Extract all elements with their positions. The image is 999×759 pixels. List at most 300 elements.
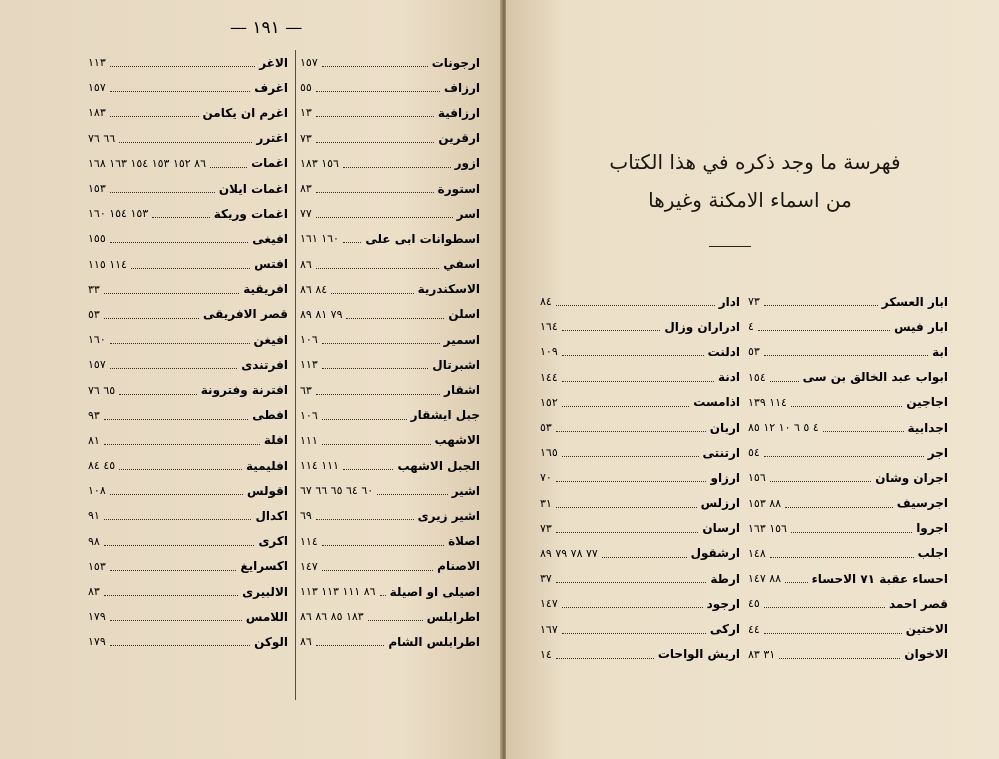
entry-name: ارتنتى bbox=[702, 445, 740, 460]
entry-name: اصيلى او اصيلة bbox=[389, 584, 480, 599]
entry-pages: ١٠٨ bbox=[88, 484, 106, 498]
entry-name: ارشقول bbox=[690, 546, 740, 561]
index-entry bbox=[540, 541, 740, 566]
dot-leader bbox=[380, 587, 386, 596]
index-entry bbox=[300, 50, 480, 75]
index-entry bbox=[300, 226, 480, 251]
entry-pages: ٨٣ bbox=[88, 585, 100, 599]
entry-pages: ٧٣ bbox=[540, 521, 552, 535]
entry-name: اغمات وريكة bbox=[213, 206, 288, 221]
entry-pages: ١٦٤ bbox=[540, 320, 558, 334]
entry-name: اصلاة bbox=[448, 534, 480, 549]
index-entry bbox=[300, 176, 480, 201]
entry-pages: ١٥٣ bbox=[88, 559, 106, 573]
index-entry bbox=[88, 403, 288, 428]
dot-leader bbox=[791, 524, 912, 533]
index-entry bbox=[300, 151, 480, 176]
index-entry bbox=[748, 566, 948, 591]
entry-name: ادراران وزال bbox=[664, 319, 740, 334]
page-number: — ١٩١ — bbox=[230, 18, 303, 38]
dot-leader bbox=[562, 625, 706, 634]
entry-pages: ٧٠ bbox=[540, 471, 552, 485]
entry-pages: ٤ bbox=[748, 320, 754, 334]
entry-pages: ٤٥ bbox=[748, 597, 760, 611]
entry-name: الجبل الاشهب bbox=[397, 458, 480, 473]
dot-leader bbox=[210, 159, 247, 168]
entry-name: ابواب عبد الخالق بن سى bbox=[802, 370, 948, 385]
entry-pages: ٨٣ bbox=[300, 182, 312, 196]
entry-pages: ٦٣ bbox=[300, 383, 312, 397]
entry-pages: ٣٧ bbox=[540, 572, 552, 586]
dot-leader bbox=[346, 310, 444, 319]
index-title: فهرسة ما وجد ذكره في هذا الكتاب bbox=[609, 150, 901, 174]
dot-leader bbox=[770, 373, 799, 382]
index-entry bbox=[88, 75, 288, 100]
index-entry bbox=[748, 415, 948, 440]
entry-pages: ١١١ ١١٤ bbox=[300, 459, 339, 473]
entry-name: ارزافية bbox=[437, 105, 480, 120]
entry-pages: ١١٣ bbox=[88, 56, 106, 70]
index-entry bbox=[88, 352, 288, 377]
entry-name: ارزاو bbox=[710, 470, 740, 485]
index-entry bbox=[88, 252, 288, 277]
index-entry bbox=[540, 616, 740, 641]
entry-name: اكرى bbox=[258, 534, 288, 549]
dot-leader bbox=[556, 524, 699, 533]
entry-pages: ١٥٧ bbox=[88, 81, 106, 95]
entry-pages: ٨٤ bbox=[540, 295, 552, 309]
entry-pages: ٧٣ bbox=[748, 295, 760, 309]
entry-name: احساء عقبة ٧١ الاحساء bbox=[811, 571, 948, 586]
entry-pages: ١٧٩ bbox=[88, 635, 106, 649]
index-entry bbox=[300, 478, 480, 503]
index-entry bbox=[300, 377, 480, 402]
index-entry bbox=[88, 50, 288, 75]
entry-pages: ١١٤ ١٣٩ bbox=[748, 395, 787, 409]
entry-pages: ٧٧ ٧٨ ٧٩ ٨٩ bbox=[540, 546, 598, 560]
dot-leader bbox=[343, 159, 451, 168]
entry-pages: ١٨٣ ٨٥ ٨٦ ٨٦ bbox=[300, 610, 364, 624]
dot-leader bbox=[316, 184, 434, 193]
entry-name: اكدال bbox=[255, 508, 288, 523]
dot-leader bbox=[316, 83, 440, 92]
dot-leader bbox=[791, 398, 902, 407]
index-entry bbox=[300, 529, 480, 554]
entry-pages: ١٣ bbox=[300, 106, 312, 120]
index-entry bbox=[88, 151, 288, 176]
index-entry bbox=[300, 126, 480, 151]
entry-name: ابار فيس bbox=[894, 319, 948, 334]
dot-leader bbox=[556, 473, 707, 482]
entry-name: الاختين bbox=[905, 622, 948, 637]
dot-leader bbox=[322, 58, 428, 67]
entry-name: اغرف bbox=[254, 80, 288, 95]
index-entry bbox=[540, 491, 740, 516]
entry-pages: ٣١ bbox=[540, 496, 552, 510]
dot-leader bbox=[322, 537, 444, 546]
entry-name: اشير bbox=[451, 483, 480, 498]
entry-name: اشير زيرى bbox=[417, 508, 480, 523]
entry-pages: ٨٦ bbox=[300, 257, 312, 271]
dot-leader bbox=[119, 461, 242, 470]
entry-name: اسمير bbox=[443, 332, 480, 347]
entry-pages: ٦٦ ٧٦ bbox=[88, 131, 116, 145]
left-page-inner-column bbox=[300, 50, 480, 655]
dot-leader bbox=[823, 423, 904, 432]
right-page-outer-column bbox=[748, 289, 948, 667]
dot-leader bbox=[770, 473, 871, 482]
entry-name: اطرابلس الشام bbox=[388, 634, 480, 649]
entry-name: اريش الواحات bbox=[657, 647, 740, 662]
entry-pages: ١٥٧ bbox=[88, 358, 106, 372]
dot-leader bbox=[110, 360, 237, 369]
entry-pages: ٤٥ ٨٤ bbox=[88, 459, 116, 473]
entry-name: ارجود bbox=[706, 596, 740, 611]
entry-pages: ٥٤ bbox=[748, 446, 760, 460]
index-entry bbox=[748, 616, 948, 641]
entry-pages: ٦٥ ٧٦ bbox=[88, 383, 116, 397]
entry-name: ارجونات bbox=[431, 55, 480, 70]
entry-pages: ١٦٠ ١٦١ bbox=[300, 232, 339, 246]
entry-name: افرتندى bbox=[241, 357, 288, 372]
entry-name: افليمية bbox=[246, 458, 288, 473]
entry-name: اجران وشان bbox=[875, 470, 948, 485]
dot-leader bbox=[110, 83, 251, 92]
entry-pages: ١٥٣ ١٥٤ ١٦٠ bbox=[88, 207, 149, 221]
entry-name: اجلب bbox=[917, 546, 948, 561]
entry-name: ادنة bbox=[717, 370, 740, 385]
dot-leader bbox=[322, 436, 431, 445]
index-entry bbox=[88, 226, 288, 251]
entry-name: استورة bbox=[437, 181, 480, 196]
entry-name: اجر bbox=[927, 445, 948, 460]
entry-name: اسر bbox=[456, 206, 480, 221]
index-entry bbox=[88, 478, 288, 503]
dot-leader bbox=[556, 574, 707, 583]
index-entry bbox=[748, 465, 948, 490]
dot-leader bbox=[316, 637, 385, 646]
dot-leader bbox=[131, 260, 250, 269]
entry-name: اسفي bbox=[443, 257, 480, 272]
entry-pages: ١٨٣ bbox=[88, 106, 106, 120]
dot-leader bbox=[764, 297, 878, 306]
entry-pages: ٨٦ ١١١ ١١٣ ١١٣ bbox=[300, 585, 376, 599]
index-entry bbox=[88, 327, 288, 352]
entry-name: اشبرتال bbox=[432, 357, 480, 372]
index-entry bbox=[300, 453, 480, 478]
dot-leader bbox=[764, 448, 924, 457]
dot-leader bbox=[368, 612, 423, 621]
entry-name: اطرابلس bbox=[426, 609, 480, 624]
entry-pages: ١٥٦ ١٦٣ bbox=[748, 521, 787, 535]
entry-pages: ١١١ bbox=[300, 433, 318, 447]
entry-pages: ٣٣ bbox=[88, 282, 100, 296]
index-entry bbox=[540, 642, 740, 667]
dot-leader bbox=[343, 461, 394, 470]
index-entry bbox=[300, 604, 480, 629]
entry-name: ادار bbox=[718, 294, 740, 309]
entry-pages: ١٥٤ bbox=[748, 370, 766, 384]
index-entry bbox=[748, 390, 948, 415]
entry-pages: ٥٥ bbox=[300, 81, 312, 95]
entry-pages: ٨٨ ١٥٣ bbox=[748, 496, 782, 510]
dot-leader bbox=[110, 562, 237, 571]
index-entry bbox=[540, 339, 740, 364]
index-entry bbox=[88, 604, 288, 629]
dot-leader bbox=[764, 599, 885, 608]
entry-pages: ١٤٨ bbox=[748, 546, 766, 560]
dot-leader bbox=[316, 260, 439, 269]
index-entry bbox=[300, 428, 480, 453]
right-page-inner-column bbox=[540, 289, 740, 667]
entry-pages: ١٥٣ bbox=[88, 182, 106, 196]
index-entry bbox=[300, 352, 480, 377]
left-page-outer-column bbox=[88, 50, 288, 655]
index-entry bbox=[540, 415, 740, 440]
entry-name: الالبيرى bbox=[242, 584, 288, 599]
dot-leader bbox=[110, 612, 242, 621]
index-entry bbox=[88, 302, 288, 327]
entry-name: افيغن bbox=[253, 332, 288, 347]
entry-name: الوكن bbox=[254, 634, 288, 649]
dot-leader bbox=[556, 499, 697, 508]
index-entry bbox=[88, 453, 288, 478]
dot-leader bbox=[110, 234, 248, 243]
entry-pages: ١١٣ bbox=[300, 358, 318, 372]
index-entry bbox=[540, 440, 740, 465]
entry-name: اركى bbox=[709, 622, 740, 637]
dot-leader bbox=[110, 184, 215, 193]
entry-name: ابار العسكر bbox=[881, 294, 948, 309]
dot-leader bbox=[316, 209, 453, 218]
entry-name: اسلن bbox=[448, 307, 480, 322]
dot-leader bbox=[316, 386, 440, 395]
index-entry bbox=[748, 491, 948, 516]
entry-pages: ١٥٦ ١٨٣ bbox=[300, 156, 339, 170]
dot-leader bbox=[152, 209, 210, 218]
index-entry bbox=[540, 365, 740, 390]
entry-name: اكسرايغ bbox=[240, 559, 288, 574]
index-entry bbox=[88, 503, 288, 528]
index-entry bbox=[540, 591, 740, 616]
index-entry bbox=[748, 516, 948, 541]
entry-pages: ٨١ bbox=[88, 433, 100, 447]
index-entry bbox=[88, 126, 288, 151]
dot-leader bbox=[322, 335, 440, 344]
index-entry bbox=[748, 541, 948, 566]
index-entry bbox=[88, 629, 288, 654]
entry-pages: ٤ ٥ ٦ ١٠ ١٢ ٨٥ bbox=[748, 421, 819, 435]
entry-pages: ١٠٦ bbox=[300, 408, 318, 422]
dot-leader bbox=[562, 398, 690, 407]
dot-leader bbox=[110, 58, 256, 67]
entry-pages: ١٧٩ bbox=[88, 610, 106, 624]
entry-pages: ٤٤ bbox=[748, 622, 760, 636]
index-entry bbox=[748, 365, 948, 390]
index-entry bbox=[300, 554, 480, 579]
entry-pages: ١٤٧ bbox=[300, 559, 318, 573]
index-entry bbox=[88, 579, 288, 604]
dot-leader bbox=[110, 637, 250, 646]
entry-name: الاسكندرية bbox=[417, 282, 480, 297]
entry-name: ارطة bbox=[710, 571, 740, 586]
entry-name: ارقرين bbox=[438, 131, 480, 146]
column-divider bbox=[295, 50, 296, 700]
entry-pages: ٨٤ ٨٦ bbox=[300, 282, 328, 296]
entry-pages: ١١٤ ١١٥ bbox=[88, 257, 127, 271]
index-entry bbox=[300, 302, 480, 327]
index-entry bbox=[300, 201, 480, 226]
dot-leader bbox=[104, 411, 248, 420]
entry-name: افريقية bbox=[243, 282, 288, 297]
dot-leader bbox=[377, 486, 448, 495]
index-entry bbox=[300, 277, 480, 302]
entry-name: ازور bbox=[454, 156, 480, 171]
dot-leader bbox=[104, 285, 239, 294]
index-entry bbox=[540, 465, 740, 490]
dot-leader bbox=[119, 386, 197, 395]
entry-name: اجروا bbox=[916, 521, 948, 536]
dot-leader bbox=[104, 511, 252, 520]
entry-name: قصر الافريقى bbox=[203, 307, 288, 322]
dot-leader bbox=[104, 436, 260, 445]
entry-pages: ١٠٦ bbox=[300, 333, 318, 347]
dot-leader bbox=[764, 625, 902, 634]
index-subtitle: من اسماء الامكنة وغيرها bbox=[648, 188, 852, 212]
entry-name: الاشهب bbox=[434, 433, 480, 448]
entry-name: افلة bbox=[263, 433, 288, 448]
entry-pages: ١٠٩ bbox=[540, 345, 558, 359]
dot-leader bbox=[316, 108, 434, 117]
entry-pages: ٦٠ ٦٤ ٦٥ ٦٦ ٦٧ bbox=[300, 484, 374, 498]
dot-leader bbox=[602, 549, 687, 558]
entry-pages: ١٤٧ bbox=[540, 597, 558, 611]
index-entry bbox=[300, 629, 480, 654]
index-entry bbox=[88, 201, 288, 226]
index-entry bbox=[88, 529, 288, 554]
entry-name: اجرسيف bbox=[896, 496, 948, 511]
entry-name: ارسان bbox=[702, 521, 740, 536]
index-entry bbox=[88, 554, 288, 579]
index-entry bbox=[748, 314, 948, 339]
entry-pages: ١٦٥ bbox=[540, 446, 558, 460]
entry-name: الاصنام bbox=[437, 559, 480, 574]
index-entry bbox=[748, 289, 948, 314]
index-entry bbox=[300, 503, 480, 528]
dot-leader bbox=[331, 285, 413, 294]
entry-pages: ٩٣ bbox=[88, 408, 100, 422]
index-entry bbox=[748, 642, 948, 667]
entry-pages: ١٥٧ bbox=[300, 56, 318, 70]
entry-pages: ٧٧ bbox=[300, 207, 312, 221]
dot-leader bbox=[562, 599, 703, 608]
title-rule bbox=[709, 246, 751, 247]
entry-pages: ١٦٧ bbox=[540, 622, 558, 636]
entry-pages: ٥٣ bbox=[540, 421, 552, 435]
entry-pages: ٦٩ bbox=[300, 509, 312, 523]
index-entry bbox=[300, 327, 480, 352]
entry-pages: ٧٣ bbox=[300, 131, 312, 145]
index-entry bbox=[88, 377, 288, 402]
dot-leader bbox=[785, 574, 808, 583]
dot-leader bbox=[119, 134, 252, 143]
entry-name: اربان bbox=[709, 420, 740, 435]
entry-name: ارزلس bbox=[700, 496, 740, 511]
index-entry bbox=[300, 252, 480, 277]
entry-pages: ٣١ ٨٣ bbox=[748, 647, 776, 661]
index-entry bbox=[88, 277, 288, 302]
entry-name: افتس bbox=[254, 257, 288, 272]
entry-pages: ٥٣ bbox=[88, 307, 100, 321]
index-entry bbox=[540, 566, 740, 591]
entry-name: قصر احمد bbox=[888, 596, 948, 611]
dot-leader bbox=[562, 448, 699, 457]
entry-name: اشقار bbox=[444, 383, 480, 398]
index-entry bbox=[540, 314, 740, 339]
dot-leader bbox=[322, 562, 433, 571]
entry-pages: ٨٨ ١٤٧ bbox=[748, 572, 782, 586]
index-entry bbox=[540, 516, 740, 541]
entry-pages: ١٥٥ bbox=[88, 232, 106, 246]
entry-name: اغترر bbox=[256, 131, 288, 146]
index-entry bbox=[88, 176, 288, 201]
entry-name: اذامست bbox=[693, 395, 740, 410]
entry-pages: ١٤ bbox=[540, 647, 552, 661]
index-entry bbox=[540, 390, 740, 415]
entry-name: الاخوان bbox=[904, 647, 948, 662]
dot-leader bbox=[758, 322, 890, 331]
dot-leader bbox=[556, 423, 706, 432]
entry-pages: ٨٦ bbox=[300, 635, 312, 649]
entry-pages: ٩٨ bbox=[88, 534, 100, 548]
dot-leader bbox=[343, 234, 361, 243]
index-entry bbox=[88, 100, 288, 125]
dot-leader bbox=[110, 335, 250, 344]
dot-leader bbox=[104, 310, 199, 319]
dot-leader bbox=[104, 587, 238, 596]
entry-pages: ١٤٤ bbox=[540, 370, 558, 384]
entry-name: اغمات ايلان bbox=[218, 181, 288, 196]
index-entry bbox=[540, 289, 740, 314]
dot-leader bbox=[322, 411, 407, 420]
index-entry bbox=[300, 579, 480, 604]
dot-leader bbox=[316, 134, 435, 143]
entry-pages: ٧٩ ٨١ ٨٩ bbox=[300, 307, 343, 321]
dot-leader bbox=[556, 650, 654, 659]
dot-leader bbox=[316, 511, 414, 520]
entry-name: ابة bbox=[932, 344, 948, 359]
index-entry bbox=[300, 75, 480, 100]
dot-leader bbox=[785, 499, 893, 508]
dot-leader bbox=[562, 373, 714, 382]
dot-leader bbox=[779, 650, 900, 659]
entry-name: اجاجين bbox=[906, 395, 948, 410]
dot-leader bbox=[110, 486, 243, 495]
entry-name: اغمات bbox=[251, 156, 288, 171]
index-entry bbox=[748, 591, 948, 616]
entry-name: اغرم ان يكامن bbox=[202, 105, 288, 120]
dot-leader bbox=[556, 297, 715, 306]
dot-leader bbox=[562, 347, 704, 356]
entry-name: اقولس bbox=[247, 483, 288, 498]
entry-pages: ١٦٠ bbox=[88, 333, 106, 347]
entry-name: الاغر bbox=[259, 55, 288, 70]
entry-name: ارزاف bbox=[444, 80, 480, 95]
entry-pages: ١٥٦ bbox=[748, 471, 766, 485]
entry-name: اسطوانات ابى على bbox=[365, 231, 480, 246]
entry-name: افطى bbox=[252, 408, 288, 423]
dot-leader bbox=[764, 347, 928, 356]
